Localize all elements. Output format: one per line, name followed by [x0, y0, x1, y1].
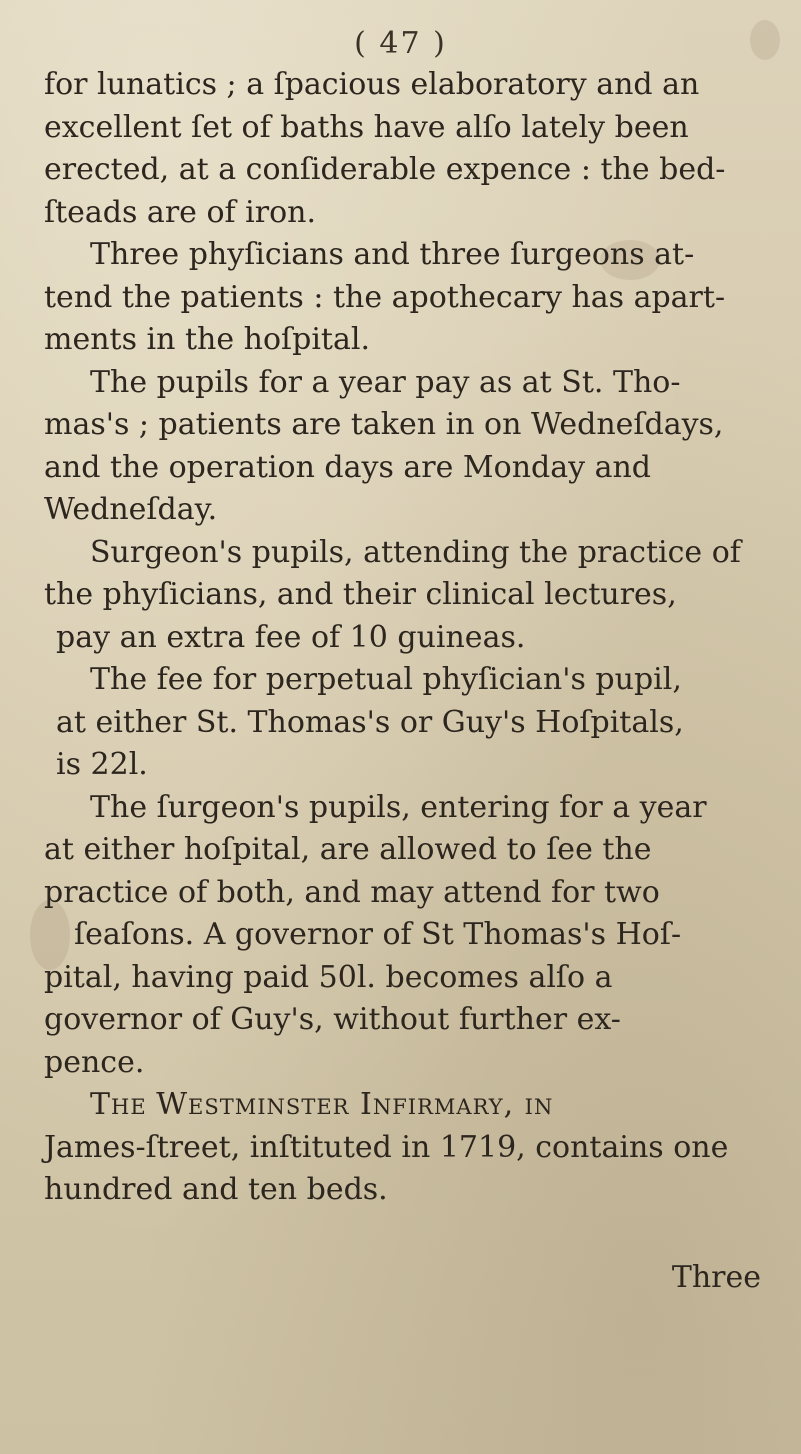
paragraph-start-line: Three phyſicians and three ſurgeons at- — [90, 237, 695, 272]
body-text — [44, 64, 764, 1212]
text-line: Wedneſday. — [44, 492, 218, 527]
text-line: pay an extra fee of 10 guineas. — [56, 619, 526, 655]
text-line: James-ſtreet, inſtituted in 1719, contains one — [44, 1129, 729, 1165]
text-line: pence. — [44, 1044, 145, 1080]
heading-text: Westminster Infirmary, in — [156, 1087, 554, 1122]
text-line: practice of both, and may attend for two — [44, 874, 660, 910]
text-line: tend the patients : the apothecary has apart- — [44, 279, 726, 315]
text-line: governor of Guy's, without further ex- — [44, 1002, 621, 1037]
text-line: ments in the hoſpital. — [44, 322, 370, 357]
catchword: Three — [671, 1260, 761, 1295]
heading-lead-word: The — [90, 1087, 147, 1122]
text-line: at either hoſpital, are allowed to ſee the — [44, 832, 652, 867]
page-number: ( 47 ) — [354, 26, 447, 61]
paragraph-start-line: Surgeon's pupils, attending the practice of — [90, 534, 741, 570]
paragraph-start-line: The ſurgeon's pupils, entering for a year — [90, 789, 707, 825]
text-line: erected, at a conſiderable expence : the bed- — [44, 152, 726, 187]
text-line: pital, having paid 50l. becomes alſo a — [44, 959, 613, 995]
text-line: ſteads are of iron. — [44, 194, 317, 230]
text-line: for lunatics ; a ſpacious elaboratory and an — [44, 67, 700, 102]
text-line: ſeaſons. A governor of St Thomas's Hoſ- — [74, 917, 682, 952]
section-heading-line — [44, 1084, 764, 1127]
text-line: and the operation days are Monday and — [44, 449, 652, 485]
text-line: excellent ſet of baths have alſo lately been — [44, 109, 689, 145]
paragraph-start-line: The fee for perpetual phyſician's pupil, — [90, 662, 682, 697]
text-line: mas's ; patients are taken in on Wedneſdays, — [44, 407, 724, 442]
text-line: hundred and ten beds. — [44, 1172, 388, 1207]
paragraph-start-line: The pupils for a year pay as at St. Tho- — [90, 364, 681, 400]
text-line: is 22l. — [56, 747, 148, 782]
text-line: at either St. Thomas's or Guy's Hoſpitals, — [56, 704, 684, 740]
text-line: the phyſicians, and their clinical lectures, — [44, 577, 677, 612]
